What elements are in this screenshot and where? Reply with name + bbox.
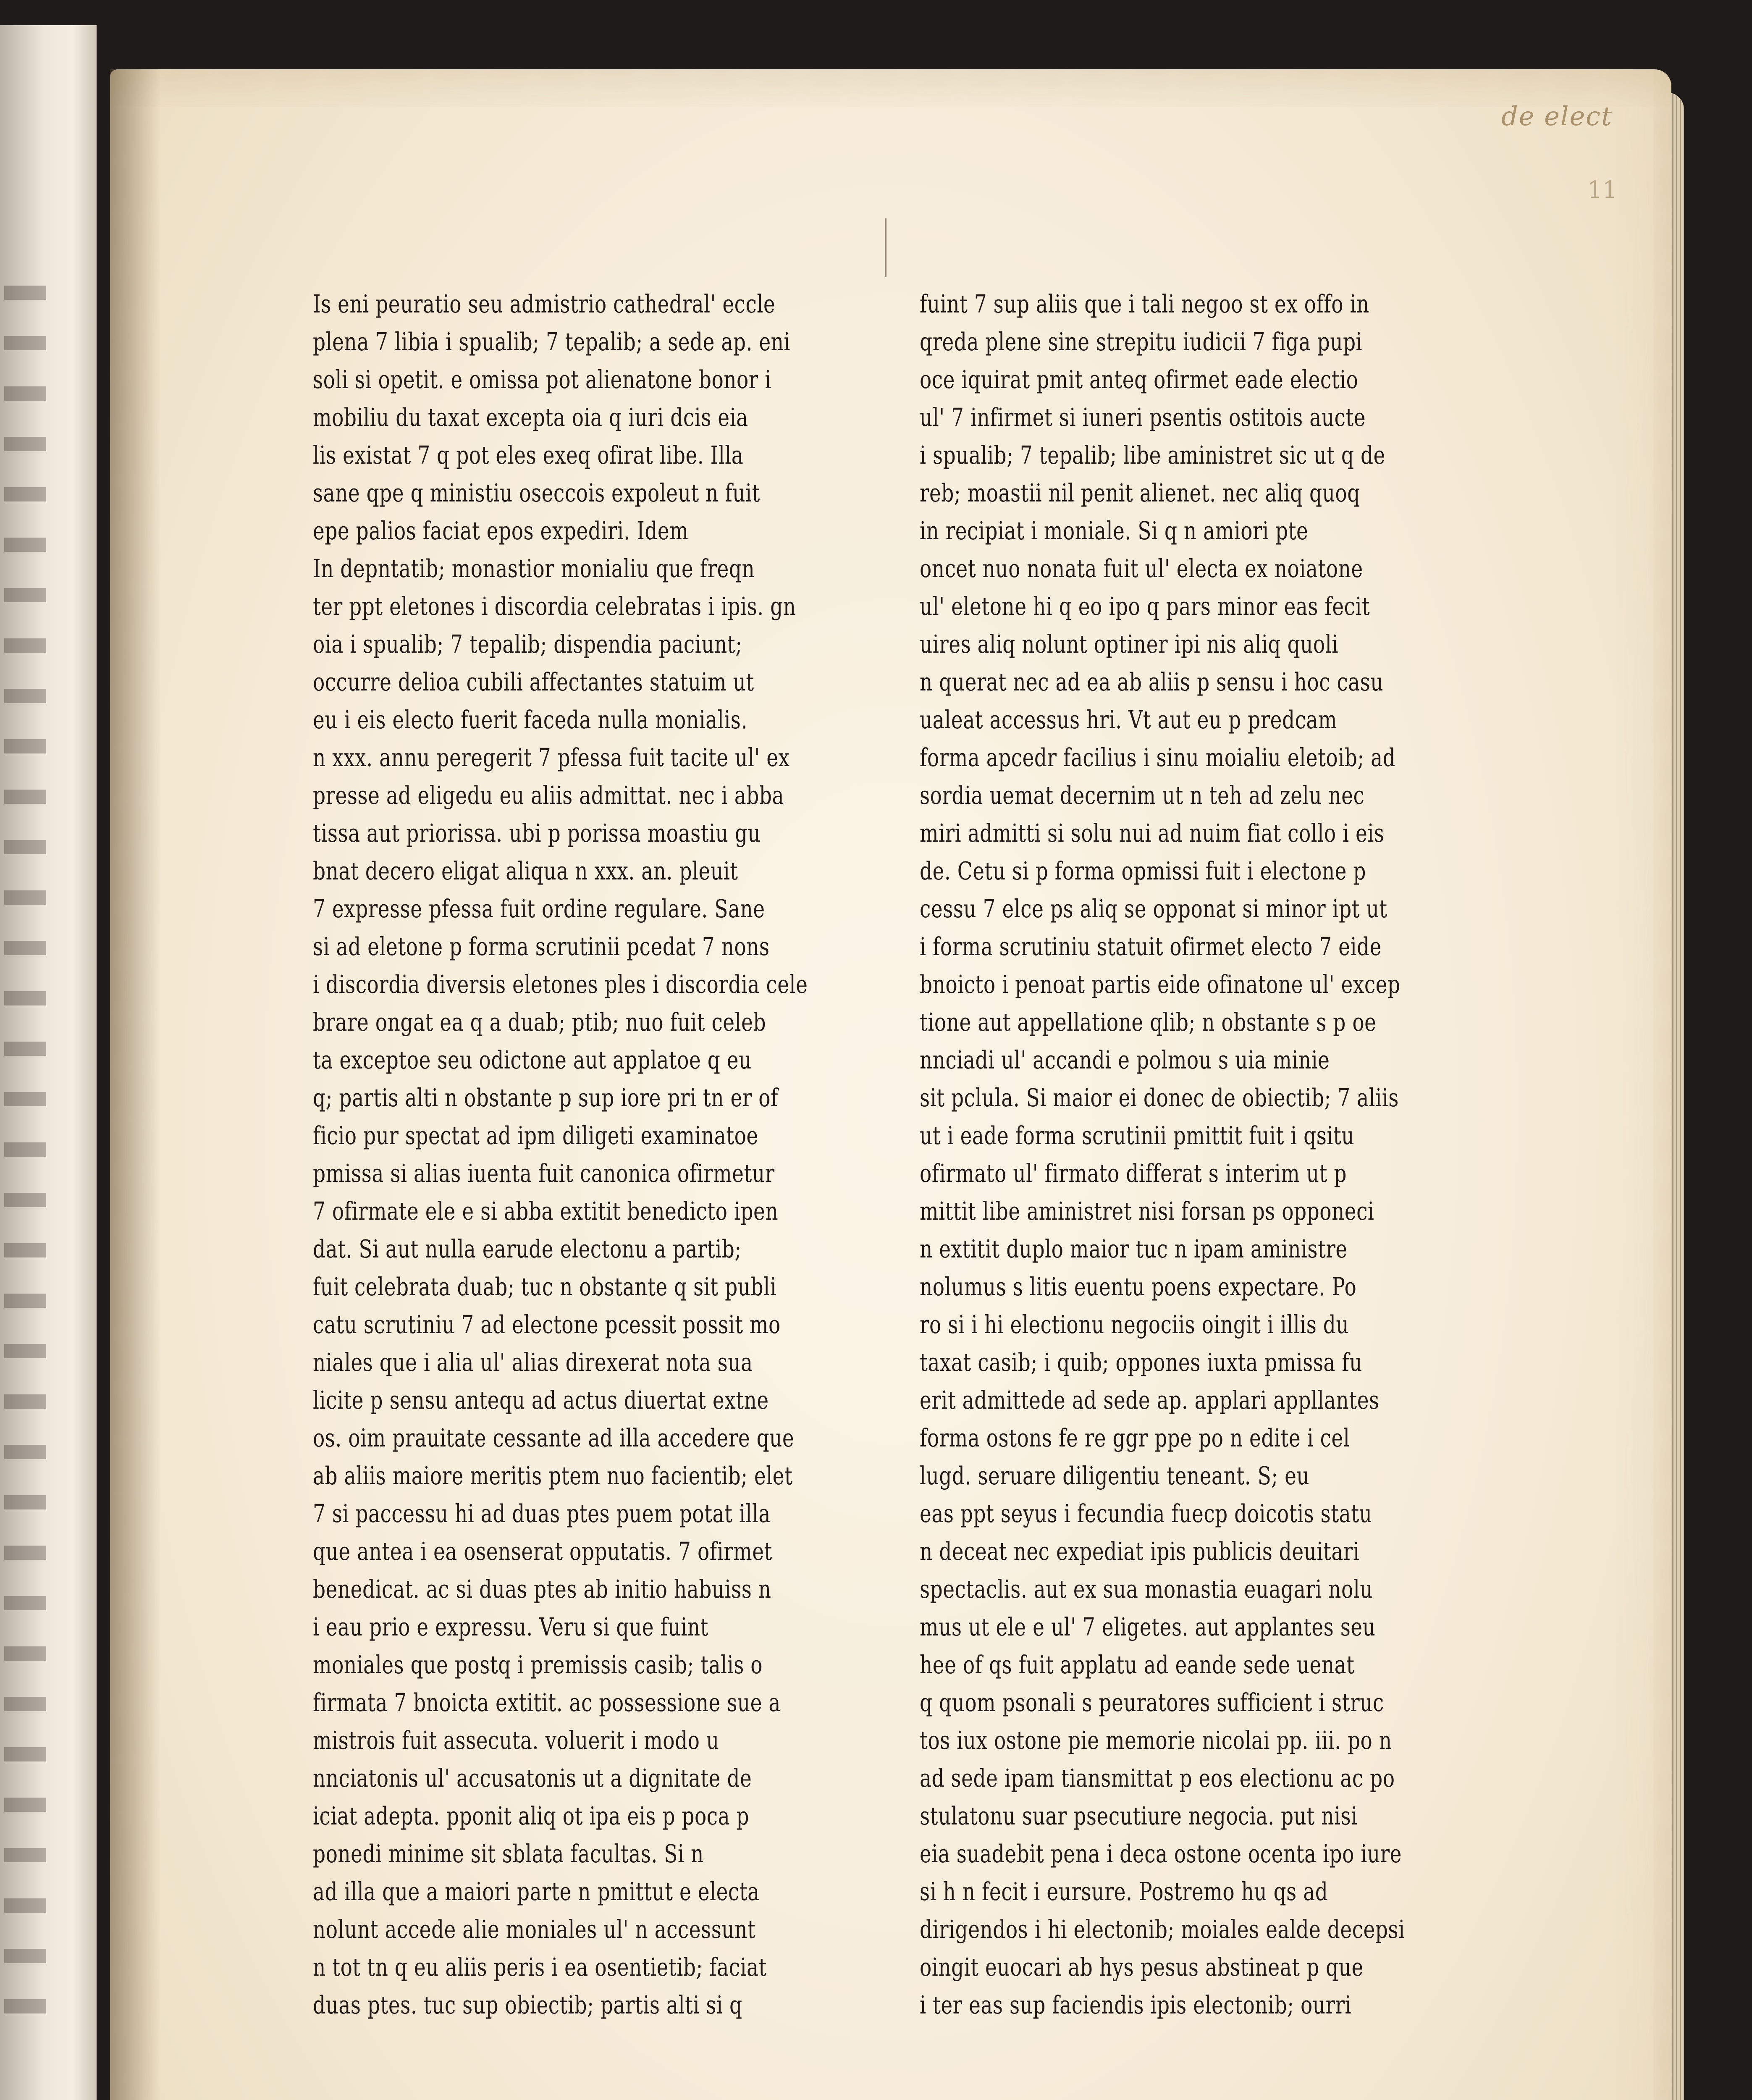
manuscript-line: forma apcedr facilius i sinu moialiu eletoib; ad — [920, 743, 1396, 772]
manuscript-line: mittit libe aministret nisi forsan ps opponeci — [920, 1197, 1374, 1226]
manuscript-line: tissa aut priorissa. ubi p porissa moastiu gu — [313, 819, 761, 848]
manuscript-line: ro si i hi electionu negociis oingit i illis du — [920, 1310, 1349, 1339]
manuscript-line: ul' 7 infirmet si iuneri psentis ostitois aucte — [920, 403, 1366, 432]
manuscript-line: Is eni peuratio seu admistrio cathedral' eccle — [313, 290, 776, 319]
manuscript-line: si h n fecit i eursure. Postremo hu qs ad — [920, 1877, 1328, 1906]
manuscript-line: In depntatib; monastior monialiu que freqn — [313, 554, 755, 583]
manuscript-line: pmissa si alias iuenta fuit canonica ofirmetur — [313, 1159, 775, 1188]
manuscript-line: in recipiat i moniale. Si q n amiori pte — [920, 517, 1309, 546]
manuscript-line: ficio pur spectat ad ipm diligeti examinatoe — [313, 1121, 758, 1150]
manuscript-line: moniales que postq i premissis casib; talis o — [313, 1651, 763, 1680]
manuscript-line: benedicat. ac si duas ptes ab initio habuiss n — [313, 1575, 771, 1604]
column-divider-stroke — [885, 218, 886, 277]
manuscript-line: niales que i alia ul' alias direxerat nota sua — [313, 1348, 753, 1377]
manuscript-line: n tot tn q eu aliis peris i ea osentietib; faciat — [313, 1953, 767, 1982]
manuscript-line: bnoicto i penoat partis eide ofinatone ul' excep — [920, 970, 1401, 999]
manuscript-line: firmata 7 bnoicta extitit. ac possessione sue a — [313, 1688, 781, 1717]
manuscript-line: ad illa que a maiori parte n pmittut e electa — [313, 1877, 760, 1906]
manuscript-line: i discordia diversis eletones ples i discordia cele — [313, 970, 808, 999]
manuscript-line: soli si opetit. e omissa pot alienatone bonor i — [313, 365, 771, 394]
manuscript-line: i spualib; 7 tepalib; libe aministret sic ut q de — [920, 441, 1385, 470]
manuscript-line: sit pclula. Si maior ei donec de obiectib; 7 aliis — [920, 1084, 1399, 1113]
manuscript-line: qreda plene sine strepitu iudicii 7 figa pupi — [920, 328, 1363, 357]
manuscript-line: sane qpe q ministiu oseccois expoleut n fuit — [313, 479, 760, 508]
manuscript-line: mus ut ele e ul' 7 eligetes. aut applantes seu — [920, 1613, 1376, 1642]
manuscript-line: tione aut appellatione qlib; n obstante s p oe — [920, 1008, 1377, 1037]
manuscript-line: plena 7 libia i spualib; 7 tepalib; a sede ap. eni — [313, 328, 790, 357]
manuscript-line: oia i spualib; 7 tepalib; dispendia paciunt; — [313, 630, 742, 659]
manuscript-line: mistrois fuit assecuta. voluerit i modo u — [313, 1726, 719, 1755]
manuscript-line: cessu 7 elce ps aliq se opponat si minor ipt ut — [920, 895, 1387, 924]
manuscript-line: nnciadi ul' accandi e polmou s uia minie — [920, 1046, 1330, 1075]
manuscript-line: licite p sensu antequ ad actus diuertat extne — [313, 1386, 769, 1415]
manuscript-line: ta exceptoe seu odictone aut applatoe q eu — [313, 1046, 752, 1075]
manuscript-line: eu i eis electo fuerit faceda nulla monialis. — [313, 706, 747, 735]
manuscript-line: si ad eletone p forma scrutinii pcedat 7 nons — [313, 932, 770, 961]
manuscript-line: 7 ofirmate ele e si abba extitit benedicto ipen — [313, 1197, 779, 1226]
manuscript-line: eas ppt seyus i fecundia fuecp doicotis statu — [920, 1499, 1372, 1528]
manuscript-line: presse ad eligedu eu aliis admittat. nec i abba — [313, 781, 784, 810]
manuscript-line: lis existat 7 q pot eles exeq ofirat libe. Illa — [313, 441, 744, 470]
text-column-left — [313, 286, 859, 2024]
manuscript-line: stulatonu suar psecutiure negocia. put nisi — [920, 1802, 1358, 1831]
manuscript-line: catu scrutiniu 7 ad electone pcessit possit mo — [313, 1310, 781, 1339]
manuscript-line: dirigendos i hi electonib; moiales ealde decepsi — [920, 1915, 1405, 1944]
manuscript-line: bnat decero eligat aliqua n xxx. an. pleuit — [313, 857, 738, 886]
manuscript-line: n xxx. annu peregerit 7 pfessa fuit tacite ul' ex — [313, 743, 790, 772]
manuscript-line: n extitit duplo maior tuc n ipam aministre — [920, 1235, 1348, 1264]
manuscript-line: 7 si paccessu hi ad duas ptes puem potat illa — [313, 1499, 771, 1528]
manuscript-line: uires aliq nolunt optiner ipi nis aliq quoli — [920, 630, 1338, 659]
manuscript-line: de. Cetu si p forma opmissi fuit i electone p — [920, 857, 1366, 886]
manuscript-line: ofirmato ul' firmato differat s interim ut p — [920, 1159, 1347, 1188]
manuscript-line: nnciatonis ul' accusatonis ut a dignitate de — [313, 1764, 752, 1793]
manuscript-line: i ter eas sup faciendis ipis electonib; ourri — [920, 1991, 1351, 2020]
text-column-right — [920, 286, 1466, 2024]
manuscript-line: sordia uemat decernim ut n teh ad zelu nec — [920, 781, 1365, 810]
manuscript-line: occurre delioa cubili affectantes statuim ut — [313, 668, 754, 697]
manuscript-line: ad sede ipam tiansmittat p eos electionu ac po — [920, 1764, 1395, 1793]
manuscript-line: ul' eletone hi q eo ipo q pars minor eas fecit — [920, 592, 1370, 621]
manuscript-line: lugd. seruare diligentiu teneant. S; eu — [920, 1462, 1310, 1491]
manuscript-line: nolunt accede alie moniales ul' n accessunt — [313, 1915, 756, 1944]
manuscript-line: n querat nec ad ea ab aliis p sensu i hoc casu — [920, 668, 1384, 697]
gutter-shadow — [110, 69, 160, 2100]
manuscript-line: tos iux ostone pie memorie nicolai pp. iii. po n — [920, 1726, 1392, 1755]
facing-page-edge — [0, 25, 97, 2100]
manuscript-line: 7 expresse pfessa fuit ordine regulare. Sane — [313, 895, 765, 924]
manuscript-line: miri admitti si solu nui ad nuim fiat collo i eis — [920, 819, 1385, 848]
manuscript-line: oingit euocari ab hys pesus abstineat p que — [920, 1953, 1364, 1982]
facing-page-text-traces — [4, 286, 46, 2050]
manuscript-line: q; partis alti n obstante p sup iore pri tn er of — [313, 1084, 778, 1113]
manuscript-line: ter ppt eletones i discordia celebratas i ipis. gn — [313, 592, 796, 621]
folio-number: 11 — [1587, 176, 1618, 204]
manuscript-line: dat. Si aut nulla earude electonu a partib; — [313, 1235, 742, 1264]
manuscript-line: nolumus s litis euentu poens expectare. Po — [920, 1273, 1357, 1302]
manuscript-line: n deceat nec expediat ipis publicis deuitari — [920, 1537, 1360, 1566]
manuscript-line: fuit celebrata duab; tuc n obstante q sit publi — [313, 1273, 777, 1302]
manuscript-line: forma ostons fe re ggr ppe po n edite i cel — [920, 1424, 1350, 1453]
manuscript-line: i eau prio e expressu. Veru si que fuint — [313, 1613, 708, 1642]
manuscript-line: duas ptes. tuc sup obiectib; partis alti si q — [313, 1991, 742, 2020]
manuscript-line: ut i eade forma scrutinii pmittit fuit i qsitu — [920, 1121, 1355, 1150]
manuscript-line: que antea i ea osenserat opputatis. 7 ofirmet — [313, 1537, 772, 1566]
manuscript-line: oce iquirat pmit anteq ofirmet eade electio — [920, 365, 1359, 394]
manuscript-line: epe palios faciat epos expediri. Idem — [313, 517, 689, 546]
manuscript-line: q quom psonali s peuratores sufficient i struc — [920, 1688, 1384, 1717]
manuscript-line: fuint 7 sup aliis que i tali negoo st ex offo in — [920, 290, 1369, 319]
manuscript-line: reb; moastii nil penit alienet. nec aliq quoq — [920, 479, 1360, 508]
manuscript-line: ualeat accessus hri. Vt aut eu p predcam — [920, 706, 1337, 735]
manuscript-line: i forma scrutiniu statuit ofirmet electo 7 eide — [920, 932, 1382, 961]
marginal-note: de elect — [1501, 101, 1613, 131]
manuscript-line: oncet nuo nonata fuit ul' electa ex noiatone — [920, 554, 1363, 583]
manuscript-line: ponedi minime sit sblata facultas. Si n — [313, 1840, 704, 1869]
manuscript-line: taxat casib; i quib; oppones iuxta pmissa fu — [920, 1348, 1362, 1377]
manuscript-line: brare ongat ea q a duab; ptib; nuo fuit celeb — [313, 1008, 766, 1037]
manuscript-line: spectaclis. aut ex sua monastia euagari nolu — [920, 1575, 1373, 1604]
manuscript-line: erit admittede ad sede ap. applari appllantes — [920, 1386, 1380, 1415]
manuscript-line: eia suadebit pena i deca ostone ocenta ipo iure — [920, 1840, 1402, 1869]
manuscript-line: mobiliu du taxat excepta oia q iuri dcis eia — [313, 403, 748, 432]
manuscript-line: ab aliis maiore meritis ptem nuo facientib; elet — [313, 1462, 793, 1491]
manuscript-line: iciat adepta. pponit aliq ot ipa eis p poca p — [313, 1802, 750, 1831]
manuscript-line: hee of qs fuit applatu ad eande sede uenat — [920, 1651, 1355, 1680]
manuscript-line: os. oim prauitate cessante ad illa accedere que — [313, 1424, 795, 1453]
